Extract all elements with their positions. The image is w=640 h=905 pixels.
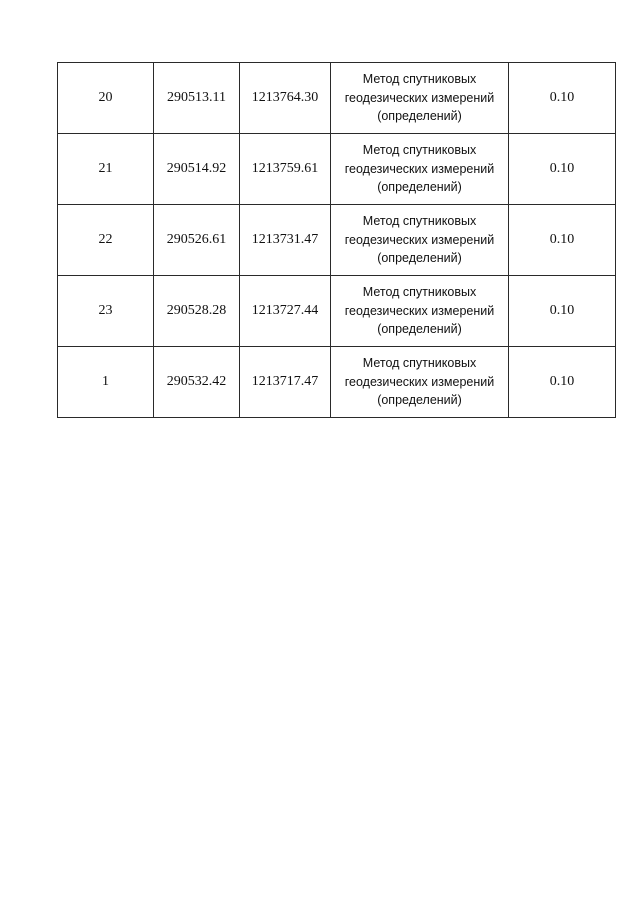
point-number-cell: 23 — [58, 276, 154, 347]
y-coordinate-cell: 1213759.61 — [240, 134, 331, 205]
method-line: геодезических измерений — [344, 90, 495, 105]
method-line: Метод спутниковых — [362, 71, 477, 86]
accuracy-cell: 0.10 — [509, 276, 616, 347]
method-line: геодезических измерений — [344, 303, 495, 318]
accuracy-cell: 0.10 — [509, 205, 616, 276]
method-line: Метод спутниковых — [362, 355, 477, 370]
method-line: Метод спутниковых — [362, 142, 477, 157]
method-cell — [331, 347, 509, 418]
point-number-cell: 22 — [58, 205, 154, 276]
table-row — [58, 205, 616, 276]
x-coordinate-cell: 290532.42 — [154, 347, 240, 418]
x-coordinate-cell: 290528.28 — [154, 276, 240, 347]
y-coordinate-cell: 1213727.44 — [240, 276, 331, 347]
method-cell — [331, 205, 509, 276]
accuracy-cell: 0.10 — [509, 134, 616, 205]
x-coordinate-cell: 290514.92 — [154, 134, 240, 205]
table-row — [58, 134, 616, 205]
method-line: геодезических измерений — [344, 374, 495, 389]
method-cell — [331, 63, 509, 134]
table-row — [58, 63, 616, 134]
point-number-cell: 1 — [58, 347, 154, 418]
method-line: геодезических измерений — [344, 232, 495, 247]
point-number-cell: 21 — [58, 134, 154, 205]
accuracy-cell: 0.10 — [509, 63, 616, 134]
method-line: (определений) — [377, 180, 462, 195]
x-coordinate-cell: 290526.61 — [154, 205, 240, 276]
y-coordinate-cell: 1213717.47 — [240, 347, 331, 418]
method-line: Метод спутниковых — [362, 213, 477, 228]
method-line: (определений) — [377, 322, 462, 337]
coordinates-table — [57, 62, 616, 418]
method-line: (определений) — [377, 109, 462, 124]
method-cell — [331, 134, 509, 205]
method-line: Метод спутниковых — [362, 284, 477, 299]
method-line: (определений) — [377, 251, 462, 266]
y-coordinate-cell: 1213731.47 — [240, 205, 331, 276]
point-number-cell: 20 — [58, 63, 154, 134]
y-coordinate-cell: 1213764.30 — [240, 63, 331, 134]
table-row — [58, 347, 616, 418]
method-cell — [331, 276, 509, 347]
x-coordinate-cell: 290513.11 — [154, 63, 240, 134]
method-line: геодезических измерений — [344, 161, 495, 176]
method-line: (определений) — [377, 393, 462, 408]
accuracy-cell: 0.10 — [509, 347, 616, 418]
table-row — [58, 276, 616, 347]
